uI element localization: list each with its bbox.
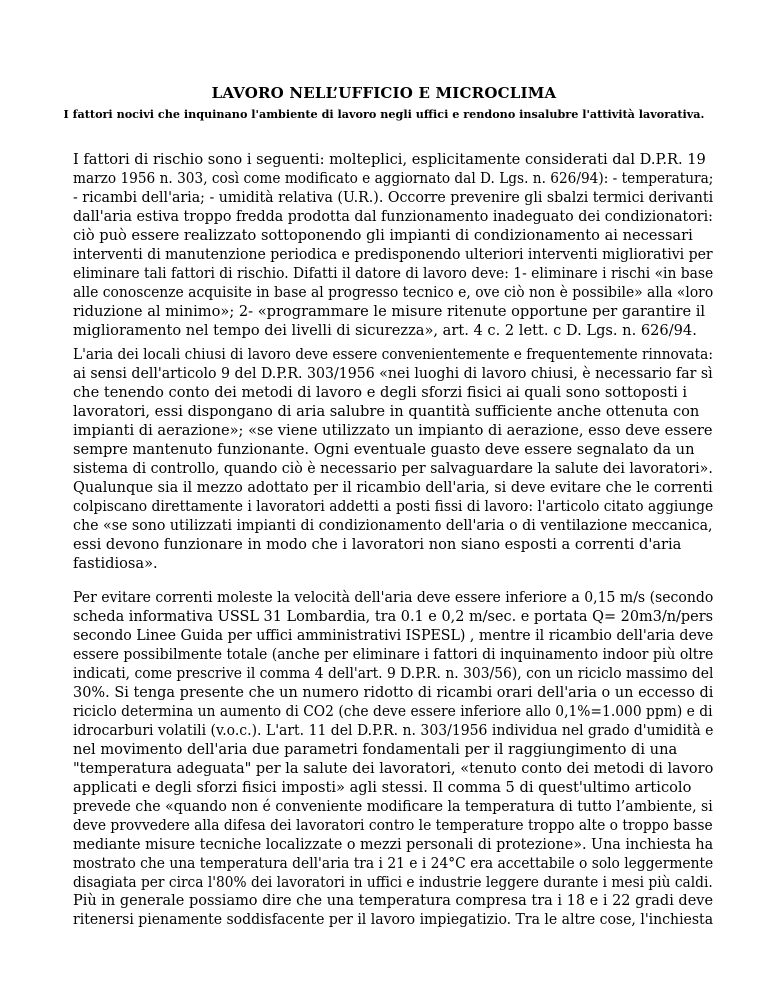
text-line: "temperatura adeguata" per la salute dei lavoratori, «tenuto conto dei metodi di lavoro [73, 760, 714, 777]
paragraph-risk-factors [73, 150, 713, 340]
text-line: disagiata per circa l'80% dei lavoratori in uffici e industrie leggere durante i mesi più caldi. [73, 874, 713, 891]
text-line: ciò può essere realizzato sottoponendo gli impianti di condizionamento ai necessari [73, 227, 693, 244]
text-line: che tenendo conto dei metodi di lavoro e degli sforzi fisici ai quali sono sottoposti i [73, 384, 688, 401]
text-line: applicati e degli sforzi fisici imposti» agli stessi. Il comma 5 di quest'ultimo articolo [73, 779, 692, 796]
text-line: miglioramento nel tempo dei livelli di sicurezza», art. 4 c. 2 lett. c D. Lgs. n. 626/94. [73, 322, 697, 339]
document-title: LAVORO NELL’UFFICIO E MICROCLIMA [211, 84, 557, 102]
text-line: prevede che «quando non é conveniente modificare la temperatura di tutto l’ambiente, si [73, 798, 713, 815]
text-line: deve provvedere alla difesa dei lavoratori contro le temperature troppo alte o troppo basse [73, 817, 713, 834]
text-line: impianti di aerazione»; «se viene utilizzato un impianto di aerazione, esso deve essere [73, 422, 713, 439]
text-line: I fattori di rischio sono i seguenti: molteplici, esplicitamente considerati dal D.P.R. 19 [73, 151, 706, 168]
document-subtitle: I fattori nocivi che inquinano l'ambiente di lavoro negli uffici e rendono insalubre l'attività lavorativa. [63, 107, 705, 121]
text-line: lavoratori, essi dispongano di aria salubre in quantità sufficiente anche ottenuta con [73, 403, 700, 420]
text-line: 30%. Si tenga presente che un numero ridotto di ricambi orari dell'aria o un eccesso di [73, 684, 714, 701]
text-line: secondo Linee Guida per uffici amministrativi ISPESL) , mentre il ricambio dell'aria deve [73, 627, 714, 644]
text-line: ai sensi dell'articolo 9 del D.P.R. 303/1956 «nei luoghi di lavoro chiusi, è necessario far sì [73, 365, 713, 382]
text-line: alle conoscenze acquisite in base al progresso tecnico e, ove ciò non è possibile» alla «loro [73, 284, 714, 301]
text-line: sistema di controllo, quando ciò è necessario per salvaguardare la salute dei lavoratori». [73, 460, 713, 477]
text-line: ritenersi pienamente soddisfacente per il lavoro impiegatizio. Tra le altre cose, l'inchiesta [73, 911, 714, 928]
text-line: sempre mantenuto funzionante. Ogni eventuale guasto deve essere segnalato da un [73, 441, 695, 458]
text-line: colpiscano direttamente i lavoratori addetti a posti fissi di lavoro: l'articolo citato aggiunge [73, 498, 714, 515]
text-line: fastidiosa». [73, 555, 158, 572]
text-line: mostrato che una temperatura dell'aria tra i 21 e i 24°C era accettabile o solo leggermente [73, 855, 714, 872]
text-line: riduzione al minimo»; 2- «programmare le misure ritenute opportune per garantire il [73, 303, 706, 320]
paragraph-temperature [73, 891, 713, 929]
text-line: - ricambi dell'aria; - umidità relativa (U.R.). Occorre prevenire gli sbalzi termici derivanti [73, 189, 714, 206]
text-line: marzo 1956 n. 303, così come modificato e aggiornato dal D. Lgs. n. 626/94): - temperatura; [73, 170, 714, 187]
paragraph-air-renewal [73, 345, 713, 573]
text-line: essi devono funzionare in modo che i lavoratori non siano esposti a correnti d'aria [73, 536, 682, 553]
text-line: che «se sono utilizzati impianti di condizionamento dell'aria o di ventilazione meccanica, [73, 517, 713, 534]
text-line: dall'aria estiva troppo fredda prodotta dal funzionamento inadeguato dei condizionatori: [73, 208, 713, 225]
text-line: Qualunque sia il mezzo adottato per il ricambio dell'aria, si deve evitare che le correnti [73, 479, 713, 496]
text-line: Più in generale possiamo dire che una temperatura compresa tra i 18 e i 22 gradi deve [73, 892, 714, 909]
text-line: idrocarburi volatili (v.o.c.). L'art. 11 del D.P.R. n. 303/1956 individua nel grado d'umidità e [73, 722, 714, 739]
text-line: nel movimento dell'aria due parametri fondamentali per il raggiungimento di una [73, 741, 678, 758]
text-line: scheda informativa USSL 31 Lombardia, tra 0.1 e 0,2 m/sec. e portata Q= 20m3/n/pers [73, 608, 713, 625]
text-line: eliminare tali fattori di rischio. Difatti il datore di lavoro deve: 1- eliminare i rischi «in base [73, 265, 714, 282]
text-line: mediante misure tecniche localizzate o mezzi personali di protezione». Una inchiesta ha [73, 836, 714, 853]
text-line: indicati, come prescrive il comma 4 dell'art. 9 D.P.R. n. 303/56), con un riciclo massimo del [73, 665, 714, 682]
text-line: L'aria dei locali chiusi di lavoro deve essere convenientemente e frequentemente rinnovata: [73, 346, 713, 363]
text-line: essere possibilmente totale (anche per eliminare i fattori di inquinamento indoor più oltre [73, 646, 714, 663]
text-line: riciclo determina un aumento di CO2 (che deve essere inferiore allo 0,1%=1.000 ppm) e di [73, 703, 713, 720]
paragraph-air-speed [73, 588, 713, 892]
text-line: Per evitare correnti moleste la velocità dell'aria deve essere inferiore a 0,15 m/s (secondo [73, 589, 714, 606]
text-line: interventi di manutenzione periodica e predisponendo ulteriori interventi migliorativi per [73, 246, 713, 263]
